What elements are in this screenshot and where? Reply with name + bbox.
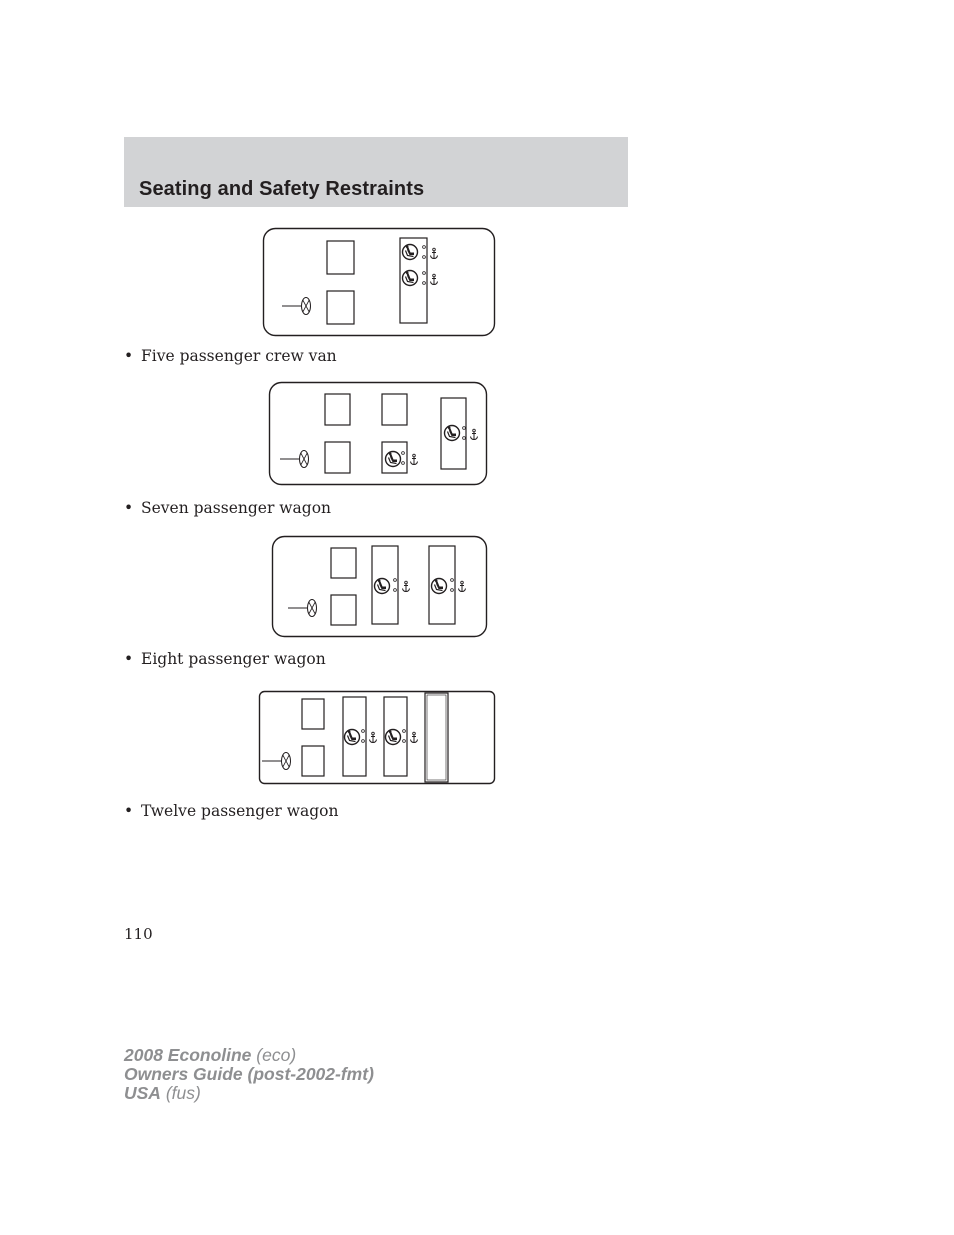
footer-line-3 [124, 1084, 374, 1103]
list-item [124, 650, 326, 668]
bullet-glyph: • [124, 499, 134, 517]
footer-guide: Owners Guide (post-2002-fmt) [124, 1064, 374, 1084]
driver-seat [331, 595, 356, 625]
diagram-caption: Eight passenger wagon [141, 650, 326, 668]
child-seat-icon [386, 730, 401, 745]
section-header-band [124, 137, 628, 207]
front-passenger-seat [331, 548, 356, 578]
list-item [124, 347, 337, 365]
footer-line-2 [124, 1065, 374, 1084]
list-item [124, 802, 338, 820]
diagram-caption: Five passenger crew van [141, 347, 337, 365]
front-passenger-seat [302, 699, 324, 729]
front-passenger-seat [325, 394, 350, 425]
section-title: Seating and Safety Restraints [139, 178, 425, 200]
seating-diagram-twelve-passenger [258, 690, 496, 786]
bullet-glyph: • [124, 347, 134, 365]
bullet-glyph: • [124, 650, 134, 668]
child-seat-icon [375, 579, 390, 594]
page-number: 110 [124, 925, 153, 943]
seating-diagram-five-passenger [262, 227, 496, 337]
list-item [124, 499, 331, 517]
child-seat-icon [345, 730, 360, 745]
child-seat-icon [403, 271, 418, 286]
document-footer [124, 1046, 374, 1103]
seating-diagram-seven-passenger [268, 381, 488, 486]
rear-bench-seat [425, 693, 448, 782]
driver-seat [325, 442, 350, 473]
footer-line-1 [124, 1046, 374, 1065]
footer-market: USA [124, 1083, 161, 1103]
child-seat-icon [386, 452, 401, 467]
footer-model-code: (eco) [256, 1045, 297, 1065]
child-seat-icon [432, 579, 447, 594]
bullet-glyph: • [124, 802, 134, 820]
footer-market-code: (fus) [165, 1083, 201, 1103]
child-seat-icon [403, 245, 418, 260]
front-passenger-seat [327, 241, 354, 274]
footer-model: 2008 Econoline [124, 1045, 252, 1065]
driver-seat [327, 291, 354, 324]
child-seat-icon [445, 426, 460, 441]
diagram-caption: Twelve passenger wagon [141, 802, 339, 820]
diagram-caption: Seven passenger wagon [141, 499, 332, 517]
second-row-seat [382, 394, 407, 425]
driver-seat [302, 746, 324, 776]
seating-diagram-eight-passenger [271, 535, 488, 638]
